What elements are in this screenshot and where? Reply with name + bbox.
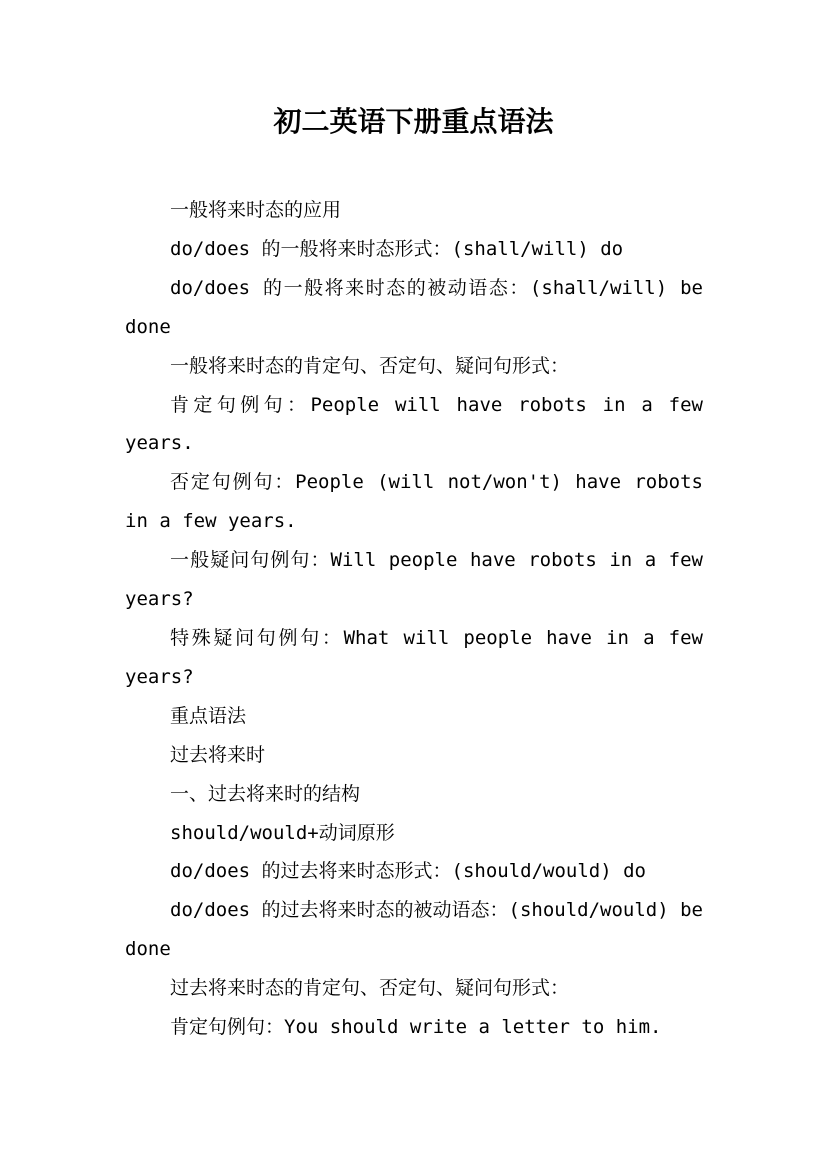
paragraph-past-future-passive: do/does 的过去将来时态的被动语态：(should/would) be done: [125, 899, 703, 961]
paragraph-future-tense-usage: 一般将来时态的应用: [170, 199, 342, 221]
paragraph-past-future-affirmative-example: 肯定句例句：You should write a letter to him.: [170, 1016, 662, 1039]
paragraph-future-tense-passive: do/does 的一般将来时态的被动语态：(shall/will) be done: [125, 276, 703, 338]
paragraph-yes-no-question-example: 一般疑问句例句：Will people have robots in a few years?: [125, 549, 703, 611]
paragraph-key-grammar: 重点语法: [170, 704, 247, 727]
document-body: [125, 191, 703, 1047]
paragraph-past-future-structure-heading: 一、过去将来时的结构: [170, 782, 361, 805]
paragraph-past-future-structure: should/would+动词原形: [170, 821, 395, 844]
paragraph-negative-example: 否定句例句：People (will not/won't) have robots in a few years.: [125, 471, 703, 533]
paragraph-affirmative-example: 肯定句例句：People will have robots in a few years.: [125, 393, 703, 455]
paragraph-past-future-sentence-forms: 过去将来时态的肯定句、否定句、疑问句形式：: [170, 977, 570, 1000]
paragraph-future-tense-form: do/does 的一般将来时态形式：(shall/will) do: [170, 237, 624, 260]
paragraph-past-future-form: do/does 的过去将来时态形式：(should/would) do: [170, 860, 646, 883]
paragraph-future-sentence-forms: 一般将来时态的肯定句、否定句、疑问句形式：: [170, 354, 570, 377]
paragraph-past-future-tense: 过去将来时: [170, 743, 266, 766]
document-title: 初二英语下册重点语法: [273, 105, 554, 138]
paragraph-wh-question-example: 特殊疑问句例句：What will people have in a few years?: [125, 626, 703, 688]
